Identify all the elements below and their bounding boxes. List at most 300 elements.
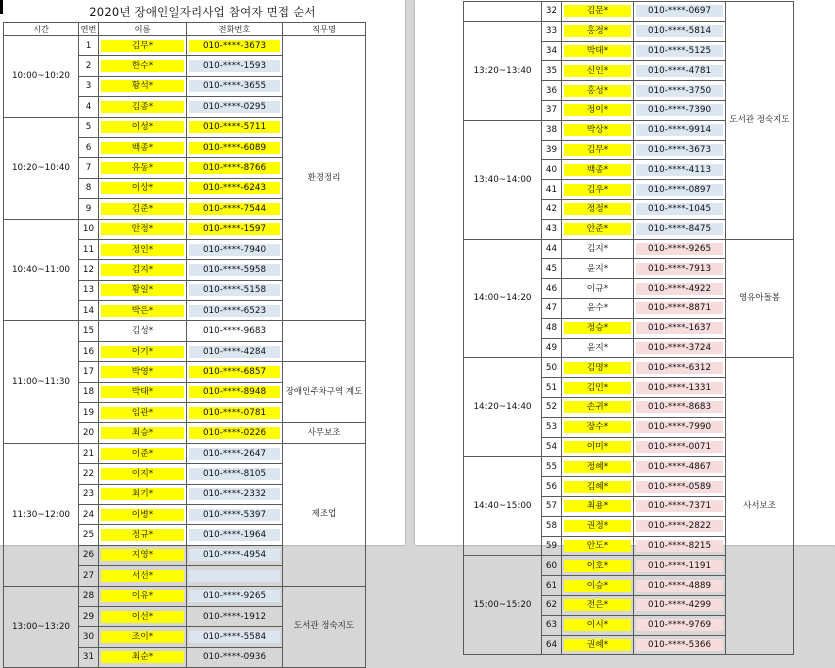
- participant-phone: 010-****-3673: [636, 144, 723, 156]
- participant-name: 윤수*: [586, 303, 609, 314]
- job-title-cell: 도서관 정숙지도: [726, 2, 794, 240]
- participant-phone: 010-****-2332: [189, 488, 280, 500]
- header-no: 연번: [79, 23, 99, 36]
- serial-number-cell: 53: [542, 417, 562, 437]
- serial-number-cell: 7: [79, 158, 99, 178]
- participant-name: 유동*: [101, 162, 184, 174]
- serial-number-cell: 29: [79, 606, 99, 626]
- participant-phone: 010-****-5397: [189, 509, 280, 521]
- name-cell: [99, 403, 187, 423]
- serial-number-cell: 39: [542, 140, 562, 160]
- serial-number-cell: 40: [542, 160, 562, 180]
- name-cell: [562, 397, 634, 417]
- phone-cell: [634, 397, 726, 417]
- participant-phone: 010-****-0936: [202, 652, 267, 663]
- name-cell: [562, 21, 634, 41]
- participant-name: 윤지*: [586, 342, 609, 353]
- participant-name: 황일*: [101, 284, 184, 296]
- phone-cell: [634, 279, 726, 299]
- participant-name: 이시*: [564, 619, 631, 631]
- participant-phone: 010-****-7544: [189, 203, 280, 215]
- phone-cell: [187, 341, 283, 361]
- participant-phone: 010-****-1964: [189, 529, 280, 541]
- phone-cell: [187, 76, 283, 96]
- serial-number-cell: 1: [79, 36, 99, 56]
- serial-number-cell: 64: [542, 635, 562, 655]
- phone-cell: [634, 259, 726, 279]
- serial-number-cell: 15: [79, 321, 99, 341]
- participant-name: 안준*: [564, 223, 631, 235]
- name-cell: [562, 477, 634, 497]
- serial-number-cell: 37: [542, 100, 562, 120]
- serial-number-cell: 8: [79, 178, 99, 198]
- table-row: [4, 443, 366, 463]
- name-cell: [99, 199, 187, 219]
- phone-cell: [187, 484, 283, 504]
- name-cell: [99, 545, 187, 565]
- participant-name: 안정*: [101, 223, 184, 235]
- participant-phone: 010-****-1912: [202, 611, 267, 622]
- participant-name: 임관*: [101, 407, 184, 419]
- participant-name: 정승*: [564, 322, 631, 334]
- participant-name: 박상*: [564, 124, 631, 136]
- participant-name: 김혜*: [564, 481, 631, 493]
- participant-name: 이병*: [101, 509, 184, 521]
- participant-phone: 010-****-2647: [189, 448, 280, 460]
- participant-phone: 010-****-0589: [636, 481, 723, 493]
- participant-name: 이선*: [101, 611, 184, 623]
- phone-cell: [634, 576, 726, 596]
- name-cell: [562, 120, 634, 140]
- participant-phone: 010-****-0697: [636, 5, 723, 17]
- phone-cell: [187, 586, 283, 606]
- phone-cell: [187, 199, 283, 219]
- phone-cell: [634, 338, 726, 358]
- name-cell: [562, 496, 634, 516]
- serial-number-cell: 17: [79, 362, 99, 382]
- phone-cell: [634, 120, 726, 140]
- participant-phone: 010-****-9769: [636, 619, 723, 631]
- serial-number-cell: 49: [542, 338, 562, 358]
- participant-name: 이승*: [564, 580, 631, 592]
- name-cell: [562, 437, 634, 457]
- serial-number-cell: 33: [542, 21, 562, 41]
- serial-number-cell: 23: [79, 484, 99, 504]
- name-cell: [99, 97, 187, 117]
- phone-cell: [187, 464, 283, 484]
- participant-phone: 010-****-4113: [636, 164, 723, 176]
- name-cell: [99, 137, 187, 157]
- serial-number-cell: 21: [79, 443, 99, 463]
- serial-number-cell: 11: [79, 239, 99, 259]
- participant-name: 윤지*: [586, 263, 609, 274]
- participant-phone: 010-****-9265: [636, 243, 723, 255]
- participant-phone: 010-****-7913: [636, 263, 723, 275]
- serial-number-cell: 62: [542, 595, 562, 615]
- name-cell: [99, 362, 187, 382]
- participant-name: 이기*: [101, 346, 184, 358]
- phone-cell: [634, 536, 726, 556]
- participant-name: 최순*: [101, 651, 184, 663]
- phone-cell: [187, 260, 283, 280]
- time-slot-cell: 13:00~13:20: [4, 586, 79, 668]
- time-slot-cell: 10:00~10:20: [4, 36, 79, 118]
- serial-number-cell: 59: [542, 536, 562, 556]
- participant-name: 박은*: [101, 305, 184, 317]
- phone-cell: [187, 56, 283, 76]
- participant-phone: 010-****-7990: [636, 421, 723, 433]
- name-cell: [562, 615, 634, 635]
- participant-phone: 010-****-1331: [636, 382, 723, 394]
- serial-number-cell: 35: [542, 61, 562, 81]
- serial-number-cell: 18: [79, 382, 99, 402]
- participant-name: 이성*: [101, 121, 184, 133]
- participant-phone: 010-****-6312: [636, 362, 723, 374]
- participant-phone: 010-****-1637: [636, 322, 723, 334]
- serial-number-cell: 12: [79, 260, 99, 280]
- name-cell: [99, 566, 187, 586]
- phone-cell: [187, 280, 283, 300]
- interview-schedule-table-left: [3, 22, 366, 668]
- participant-name: 이지*: [101, 468, 184, 480]
- serial-number-cell: 50: [542, 358, 562, 378]
- name-cell: [562, 536, 634, 556]
- serial-number-cell: 51: [542, 378, 562, 398]
- participant-name: 권혜*: [564, 639, 631, 651]
- participant-phone: 010-****-8766: [189, 162, 280, 174]
- participant-name: 장수*: [564, 421, 631, 433]
- participant-phone: 010-****-5366: [636, 639, 723, 651]
- name-cell: [99, 423, 187, 443]
- serial-number-cell: 54: [542, 437, 562, 457]
- serial-number-cell: 20: [79, 423, 99, 443]
- name-cell: [562, 239, 634, 259]
- serial-number-cell: 47: [542, 298, 562, 318]
- serial-number-cell: 22: [79, 464, 99, 484]
- header-phone: 전화번호: [187, 23, 283, 36]
- participant-name: 김지*: [101, 264, 184, 276]
- name-cell: [99, 178, 187, 198]
- name-cell: [562, 595, 634, 615]
- name-cell: [562, 199, 634, 219]
- name-cell: [562, 417, 634, 437]
- participant-phone: 010-****-4867: [636, 461, 723, 473]
- name-cell: [562, 457, 634, 477]
- participant-phone: 010-****-4284: [189, 346, 280, 358]
- name-cell: [99, 484, 187, 504]
- name-cell: [99, 382, 187, 402]
- participant-name: 이미*: [564, 441, 631, 453]
- participant-name: 김종*: [101, 101, 184, 113]
- serial-number-cell: 44: [542, 239, 562, 259]
- serial-number-cell: 30: [79, 627, 99, 647]
- name-cell: [562, 279, 634, 299]
- name-cell: [562, 259, 634, 279]
- interview-schedule-table-right: [463, 1, 794, 655]
- participant-phone: 010-****-0226: [189, 427, 280, 439]
- serial-number-cell: 41: [542, 180, 562, 200]
- participant-name: 한수*: [101, 60, 184, 72]
- participant-name: 이준*: [101, 448, 184, 460]
- name-cell: [562, 140, 634, 160]
- job-title-cell: 사무보조: [283, 423, 366, 443]
- participant-phone: 010-****-3655: [189, 80, 280, 92]
- serial-number-cell: 3: [79, 76, 99, 96]
- table-row: [464, 239, 794, 259]
- phone-cell: [634, 477, 726, 497]
- participant-phone: 010-****-8948: [189, 386, 280, 398]
- serial-number-cell: 52: [542, 397, 562, 417]
- serial-number-cell: 32: [542, 2, 562, 22]
- table-row: [4, 586, 366, 606]
- participant-name: 김민*: [564, 382, 631, 394]
- phone-cell: [187, 158, 283, 178]
- name-cell: [562, 378, 634, 398]
- phone-cell: [634, 61, 726, 81]
- participant-name: 정혜*: [564, 461, 631, 473]
- name-cell: [99, 341, 187, 361]
- serial-number-cell: 5: [79, 117, 99, 137]
- participant-phone: 010-****-7371: [636, 500, 723, 512]
- name-cell: [99, 647, 187, 667]
- header-job: 직무명: [283, 23, 366, 36]
- name-cell: [99, 239, 187, 259]
- participant-phone: 010-****-1597: [189, 223, 280, 235]
- participant-phone: 010-****-5158: [189, 284, 280, 296]
- job-title-cell: [283, 321, 366, 362]
- document-page-right: [415, 0, 835, 650]
- participant-name: 이규*: [586, 283, 609, 294]
- participant-phone: 010-****-1045: [636, 203, 723, 215]
- name-cell: [562, 338, 634, 358]
- name-cell: [99, 280, 187, 300]
- participant-phone: 010-****-0781: [189, 407, 280, 419]
- job-title-cell: 사서보조: [726, 358, 794, 655]
- name-cell: [99, 586, 187, 606]
- participant-name: 전은*: [564, 599, 631, 611]
- table-row: [464, 358, 794, 378]
- participant-name: 박태*: [101, 386, 184, 398]
- name-cell: [99, 321, 187, 341]
- participant-phone: 010-****-1191: [636, 560, 723, 572]
- participant-phone: 010-****-4954: [189, 549, 280, 561]
- phone-cell: [634, 160, 726, 180]
- participant-name: 김명*: [564, 362, 631, 374]
- phone-cell: [187, 545, 283, 565]
- phone-cell: [634, 140, 726, 160]
- phone-cell: [187, 443, 283, 463]
- job-title-cell: 장애인주차구역 계도: [283, 362, 366, 423]
- serial-number-cell: 4: [79, 97, 99, 117]
- participant-phone: 010-****-0897: [636, 184, 723, 196]
- name-cell: [99, 606, 187, 626]
- participant-name: 이유*: [101, 590, 184, 602]
- time-slot-cell: 11:00~11:30: [4, 321, 79, 443]
- participant-name: 정이*: [564, 104, 631, 116]
- participant-name: 최승*: [101, 427, 184, 439]
- phone-cell: [634, 180, 726, 200]
- phone-cell: [634, 635, 726, 655]
- serial-number-cell: 31: [79, 647, 99, 667]
- name-cell: [562, 41, 634, 61]
- phone-cell: [187, 362, 283, 382]
- table-row: [4, 36, 366, 56]
- participant-phone: 010-****-9914: [636, 124, 723, 136]
- participant-phone: 010-****-0295: [189, 101, 280, 113]
- name-cell: [562, 160, 634, 180]
- name-cell: [562, 298, 634, 318]
- participant-name: 홍성*: [564, 85, 631, 97]
- participant-name: 김준*: [101, 203, 184, 215]
- name-cell: [562, 219, 634, 239]
- name-cell: [562, 61, 634, 81]
- participant-phone: 010-****-4299: [636, 599, 723, 611]
- serial-number-cell: 55: [542, 457, 562, 477]
- phone-cell: [634, 318, 726, 338]
- participant-name: 정정*: [564, 203, 631, 215]
- serial-number-cell: 60: [542, 556, 562, 576]
- phone-cell: [187, 137, 283, 157]
- name-cell: [99, 56, 187, 76]
- participant-phone: 010-****-3750: [636, 85, 723, 97]
- participant-phone: 010-****-8475: [636, 223, 723, 235]
- participant-phone: 010-****-0071: [636, 441, 723, 453]
- participant-name: 김무*: [564, 144, 631, 156]
- header-name: 이름: [99, 23, 187, 36]
- participant-phone: 010-****-5814: [636, 25, 723, 37]
- participant-name: 조이*: [101, 631, 184, 643]
- document-page-left: [0, 0, 405, 663]
- participant-phone: 010-****-4922: [636, 283, 723, 295]
- participant-phone: 010-****-2822: [636, 520, 723, 532]
- name-cell: [99, 627, 187, 647]
- phone-cell: [187, 566, 283, 586]
- participant-name: 정인*: [101, 244, 184, 256]
- phone-cell: [187, 97, 283, 117]
- phone-cell: [634, 239, 726, 259]
- serial-number-cell: 61: [542, 576, 562, 596]
- serial-number-cell: 27: [79, 566, 99, 586]
- participant-phone: 010-****-1593: [189, 60, 280, 72]
- participant-name: 권정*: [564, 520, 631, 532]
- participant-phone: 010-****-7390: [636, 104, 723, 116]
- participant-name: 신인*: [564, 65, 631, 77]
- participant-name: 백종*: [564, 164, 631, 176]
- name-cell: [99, 219, 187, 239]
- phone-cell: [187, 403, 283, 423]
- phone-cell: [634, 378, 726, 398]
- phone-cell: [634, 457, 726, 477]
- name-cell: [562, 318, 634, 338]
- participant-name: 정규*: [101, 529, 184, 541]
- phone-cell: [634, 437, 726, 457]
- job-title-cell: 제조업: [283, 443, 366, 586]
- phone-cell: [187, 525, 283, 545]
- participant-name: 김지*: [586, 243, 609, 254]
- participant-phone: 010-****-8683: [636, 401, 723, 413]
- name-cell: [562, 100, 634, 120]
- serial-number-cell: 63: [542, 615, 562, 635]
- participant-phone: 010-****-5125: [636, 45, 723, 57]
- phone-cell: [634, 81, 726, 101]
- serial-number-cell: 36: [542, 81, 562, 101]
- phone-cell: [187, 627, 283, 647]
- participant-phone: 010-****-9265: [189, 590, 280, 602]
- participant-name: 홍정*: [564, 25, 631, 37]
- serial-number-cell: 24: [79, 504, 99, 524]
- job-title-cell: 환경정리: [283, 36, 366, 321]
- participant-phone: [189, 570, 280, 582]
- name-cell: [99, 76, 187, 96]
- participant-phone: 010-****-8105: [189, 468, 280, 480]
- phone-cell: [187, 321, 283, 341]
- phone-cell: [187, 647, 283, 667]
- participant-phone: 010-****-8215: [636, 540, 723, 552]
- phone-cell: [634, 556, 726, 576]
- serial-number-cell: 45: [542, 259, 562, 279]
- serial-number-cell: 56: [542, 477, 562, 497]
- participant-phone: 010-****-5958: [189, 264, 280, 276]
- phone-cell: [634, 298, 726, 318]
- participant-phone: 010-****-3724: [636, 342, 723, 354]
- document-title: 2020년 장애인일자리사업 참여자 면접 순서: [89, 5, 316, 19]
- phone-cell: [187, 504, 283, 524]
- serial-number-cell: 10: [79, 219, 99, 239]
- name-cell: [99, 117, 187, 137]
- name-cell: [99, 443, 187, 463]
- time-slot-cell: 15:00~15:20: [464, 556, 542, 655]
- time-slot-cell: 14:20~14:40: [464, 358, 542, 457]
- name-cell: [99, 36, 187, 56]
- serial-number-cell: 2: [79, 56, 99, 76]
- phone-cell: [634, 417, 726, 437]
- participant-name: 김우*: [564, 184, 631, 196]
- serial-number-cell: 46: [542, 279, 562, 299]
- participant-name: 황석*: [101, 80, 184, 92]
- participant-phone: 010-****-6523: [189, 305, 280, 317]
- name-cell: [562, 180, 634, 200]
- time-slot-cell: [464, 2, 542, 22]
- phone-cell: [187, 36, 283, 56]
- serial-number-cell: 58: [542, 516, 562, 536]
- name-cell: [562, 556, 634, 576]
- serial-number-cell: 42: [542, 199, 562, 219]
- serial-number-cell: 43: [542, 219, 562, 239]
- table-header-row: [4, 23, 366, 36]
- time-slot-cell: 10:20~10:40: [4, 117, 79, 219]
- phone-cell: [634, 100, 726, 120]
- serial-number-cell: 25: [79, 525, 99, 545]
- participant-name: 서선*: [101, 570, 184, 582]
- phone-cell: [187, 301, 283, 321]
- phone-cell: [634, 21, 726, 41]
- name-cell: [562, 635, 634, 655]
- participant-name: 이호*: [564, 560, 631, 572]
- serial-number-cell: 13: [79, 280, 99, 300]
- phone-cell: [187, 423, 283, 443]
- phone-cell: [634, 41, 726, 61]
- phone-cell: [634, 615, 726, 635]
- time-slot-cell: 13:40~14:00: [464, 120, 542, 239]
- name-cell: [99, 504, 187, 524]
- serial-number-cell: 9: [79, 199, 99, 219]
- phone-cell: [634, 199, 726, 219]
- phone-cell: [634, 219, 726, 239]
- time-slot-cell: 10:40~11:00: [4, 219, 79, 321]
- participant-name: 박영*: [101, 366, 184, 378]
- time-slot-cell: 14:40~15:00: [464, 457, 542, 556]
- table-row: [464, 2, 794, 22]
